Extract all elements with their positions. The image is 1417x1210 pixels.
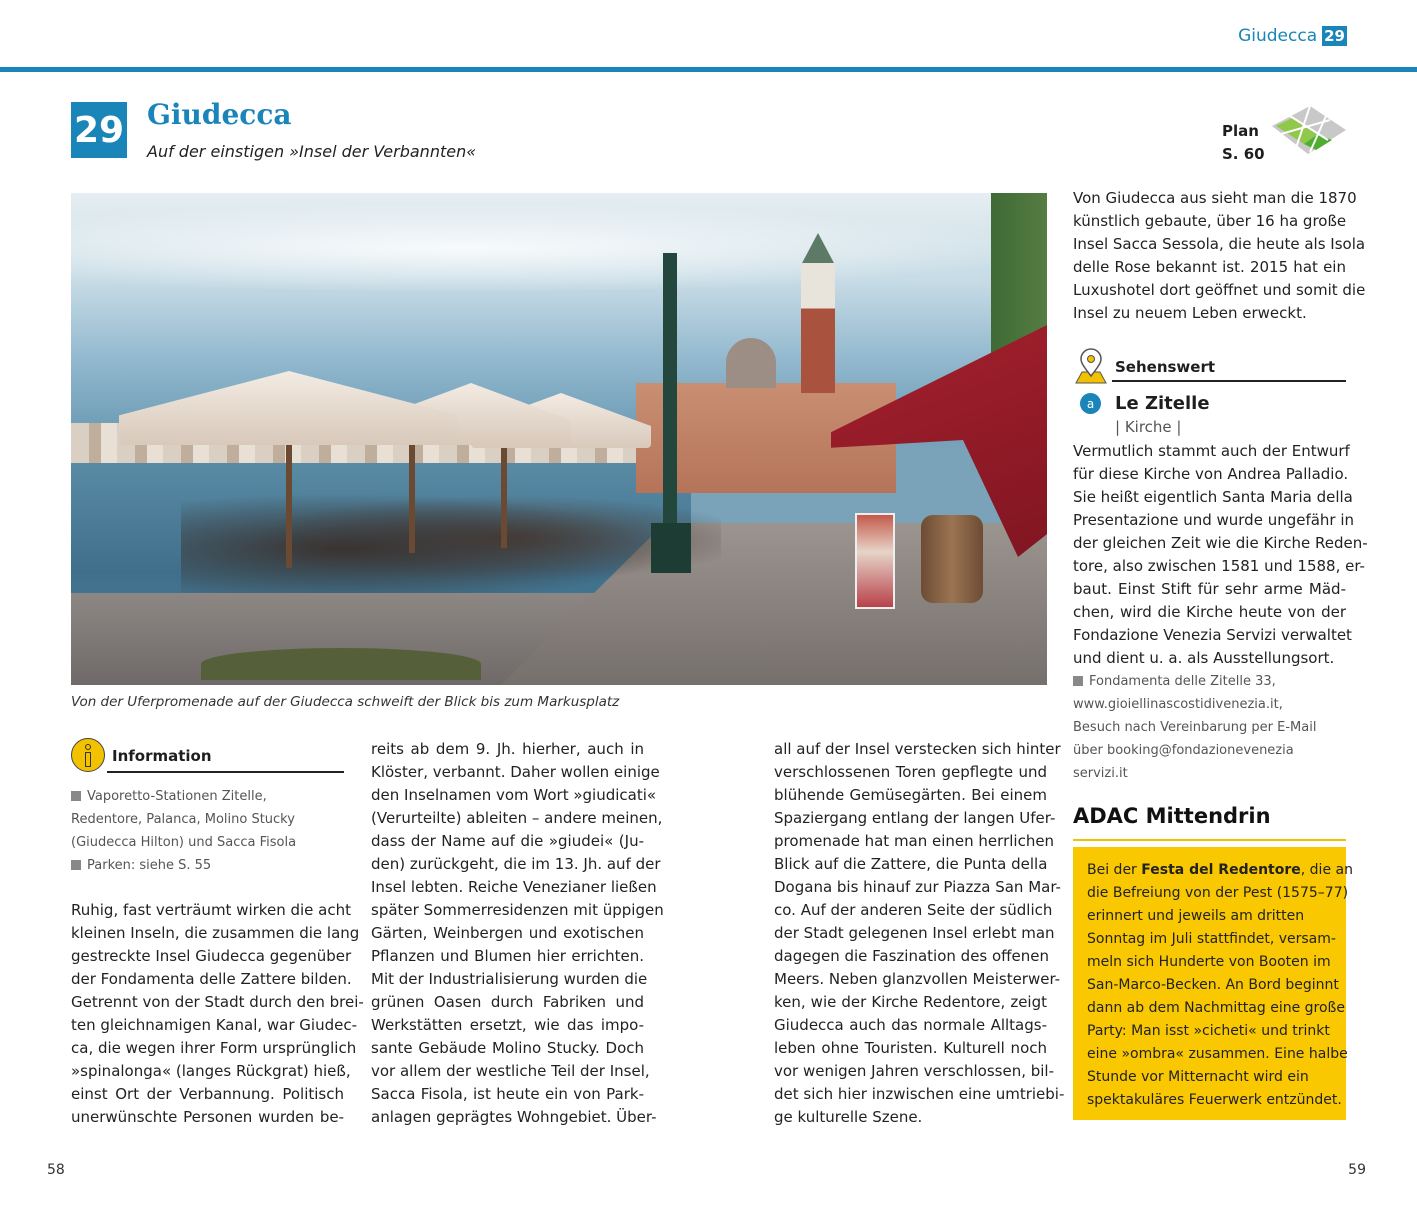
- adac-highlight: Festa del Redentore: [1141, 862, 1301, 878]
- plan-page: S. 60: [1222, 145, 1265, 163]
- chapter-title: Giudecca: [147, 98, 292, 131]
- body-column-3: all auf der Insel verstecken sich hinter verschlossenen Toren gepflegte und blühende Gemüsegärten. Bei einem Spaziergang entlang der langen Ufer- promenade hat man einen herrlichen Blick auf die Zattere, die Punta della Dogana bis hinauf zur Piazza San Mar- co. Auf der anderen Seite der südlich der Stadt gelegenen Insel erlebt man dagegen die Faszination des offenen Meers. Neben glanzvollen Meisterwer- ken, wie der Kirche Redentore, zeigt Giudecca auch das normale Alltags- leben ohne Touristen. Kulturell noch vor wenigen Jahren verschlossen, bil- det sich hier inzwischen eine umtriebi- ge kulturelle Szene.: [774, 740, 1065, 1126]
- map-icon: [1270, 104, 1348, 160]
- umbrella-pole: [501, 448, 507, 548]
- poi-marker-badge: a: [1080, 393, 1101, 414]
- bullet-square-icon: [1073, 676, 1083, 686]
- adac-rule: [1073, 839, 1346, 841]
- body-column-1: Ruhig, fast verträumt wirken die acht kleinen Inseln, die zusammen die lang gestreckte Insel Giudecca gegenüber der Fondamenta delle Zattere bilden. Getrennt von der Stadt durch den brei- ten gleichnamigen Kanal, war Giudec- ca, die wegen ihrer Form ursprünglich »spinalonga« (langes Rückgrat) hieß, einst Ort der Verbannung. Politisch unerwünschte Personen wurden be-: [71, 901, 364, 1126]
- header-rule: [0, 67, 1417, 72]
- poi-address: Fondamenta delle Zitelle 33, www.gioiellinascostidivenezia.it, Besuch nach Vereinbarung per E-Mail über booking@fondazionevenezia servizi.it: [1073, 674, 1317, 781]
- photo-umbrella: [119, 371, 459, 445]
- plan-reference: [1222, 120, 1265, 166]
- information-rule: [107, 771, 344, 773]
- photo-clouds: [71, 203, 1047, 293]
- umbrella-pole: [286, 438, 292, 568]
- poi-website-link[interactable]: www.gioiellinascostidivenezia.it,: [1073, 697, 1283, 712]
- photo-diners: [181, 483, 721, 593]
- photo-spire: [801, 233, 835, 265]
- page-number-left: 58: [47, 1162, 65, 1178]
- info-icon: [71, 738, 105, 772]
- venice-photo: [71, 193, 1047, 685]
- info-item: Parken: siehe S. 55: [71, 854, 351, 877]
- photo-grass: [201, 648, 481, 680]
- running-header: [1238, 26, 1347, 46]
- sehenswert-rule: [1112, 380, 1346, 382]
- running-title: Giudecca: [1238, 26, 1318, 46]
- info-item: Vaporetto-Stationen Zitelle, Redentore, Palanca, Molino Stucky (Giudecca Hilton) und Sacca Fisola: [71, 789, 297, 850]
- photo-lamp-base: [651, 523, 691, 573]
- chapter-number-badge: 29: [71, 102, 127, 158]
- poi-email-link[interactable]: über booking@fondazionevenezia: [1073, 743, 1294, 758]
- page-number-right: 59: [1348, 1162, 1366, 1178]
- photo-menu-sign: [855, 513, 895, 609]
- poi-description: Vermutlich stammt auch der Entwurf für diese Kirche von Andrea Palladio. Sie heißt eigentlich Santa Maria della Presentazione und wurde ungefähr in der gleichen Zeit wie die Kirche Reden- tore, also zwischen 1581 und 1588, er- baut. Einst Stift für sehr arme Mäd- chen, wird die Kirche heute von der Fondazione Venezia Servizi verwaltet und dient u. a. als Ausstellungsort.: [1073, 442, 1368, 667]
- information-heading: Information: [112, 747, 212, 765]
- body-column-2: reits ab dem 9. Jh. hierher, auch in Klöster, verbannt. Daher wollen einige den Inselnamen vom Wort »giudicati« (Verurteilte) ableiten – andere meinen, dass der Name auf die »giudei« (Ju- den) zurückgeht, die im 13. Jh. auf der Insel lebten. Reiche Venezianer ließen später Sommerresidenzen mit üppigen Gärten, Weinbergen und exotischen Pflanzen und Blumen hier errichten. Mit der Industrialisierung wurden die grünen Oasen durch Fabriken und Werkstätten ersetzt, wie das impo- sante Gebäude Molino Stucky. Doch vor allem der westliche Teil der Insel, Sacca Fisola, ist heute ein von Park- anlagen geprägtes Wohngebiet. Über-: [371, 740, 664, 1126]
- location-pin-icon: [1074, 348, 1108, 384]
- photo-dome: [726, 338, 776, 388]
- sehenswert-heading: Sehenswert: [1115, 358, 1216, 376]
- photo-bell-tower: [801, 263, 835, 393]
- body-column-4: Von Giudecca aus sieht man die 1870 künstlich gebaute, über 16 ha große Insel Sacca Sessola, die heute als Isola delle Rose bekannt ist. 2015 hat ein Luxushotel dort geöffnet und somit die Insel zu neuem Leben erweckt.: [1073, 189, 1366, 322]
- bullet-square-icon: [71, 860, 81, 870]
- adac-tip-box: Bei der Festa del Redentore, die an die Befreiung von der Pest (1575–77) erinnert und jeweils am dritten Sonntag im Juli stattfindet, versam- meln sich Hunderte von Booten im San-Marco-Becken. An Bord beginnt dann ab dem Nachmittag eine große Party: Man isst »cicheti« und trinkt eine »ombra« zusammen. Eine halbe Stunde vor Mitternacht wird ein spektakuläres Feuerwerk entzündet.: [1073, 847, 1346, 1120]
- poi-email-link-cont[interactable]: servizi.it: [1073, 766, 1128, 781]
- adac-heading: ADAC Mittendrin: [1073, 804, 1271, 828]
- umbrella-pole: [409, 443, 415, 553]
- bullet-square-icon: [71, 791, 81, 801]
- poi-name: Le Zitelle: [1115, 393, 1210, 414]
- information-list: [71, 785, 351, 877]
- running-chapter-number: 29: [1324, 27, 1345, 45]
- chapter-subtitle: Auf der einstigen »Insel der Verbannten«: [147, 142, 477, 161]
- poi-type: | Kirche |: [1115, 418, 1182, 436]
- plan-label: Plan: [1222, 122, 1259, 140]
- adac-line: Bei der Festa del Redentore, die an: [1087, 862, 1353, 878]
- photo-wine-barrel: [921, 515, 983, 603]
- photo-caption: Von der Uferpromenade auf der Giudecca schweift der Blick bis zum Markusplatz: [71, 694, 620, 710]
